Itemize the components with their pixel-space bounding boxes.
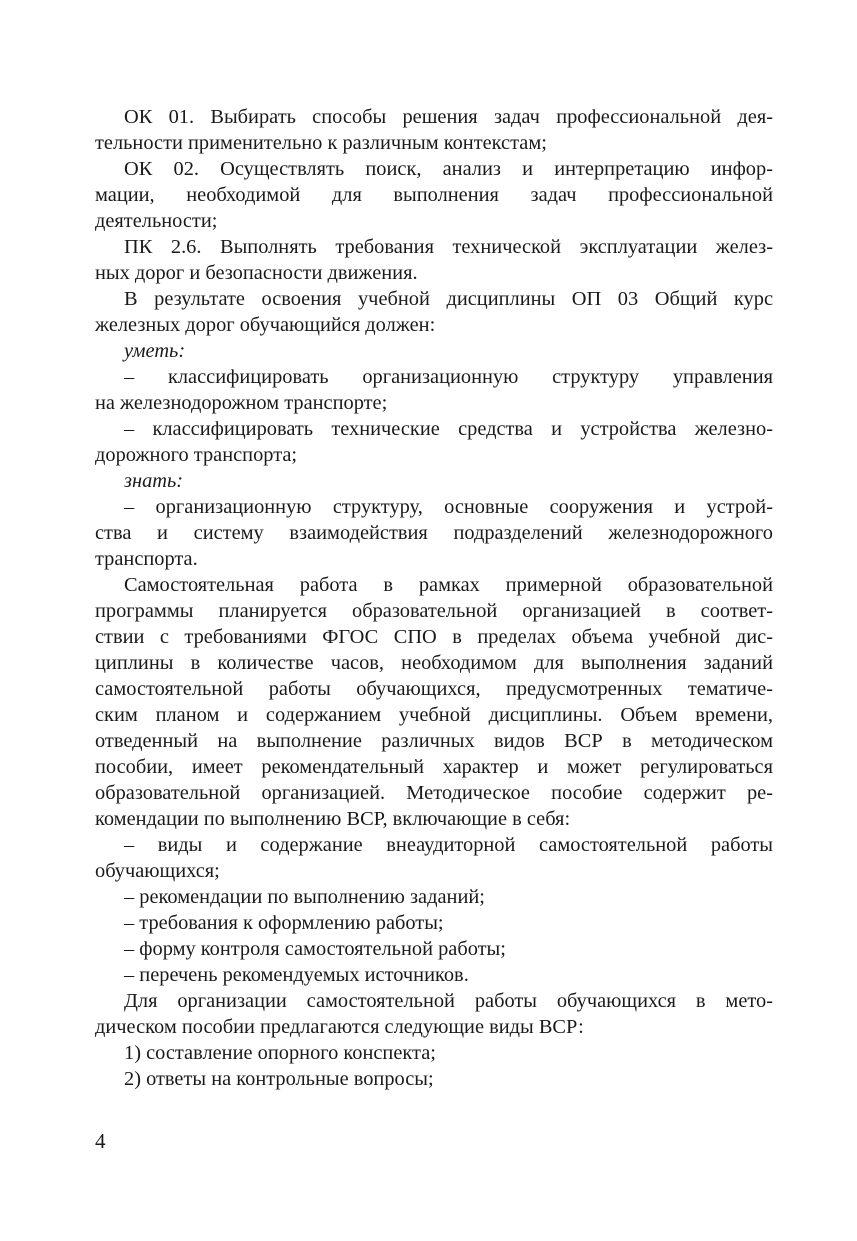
text-line: отведенный на выполнение различных видов ВСР в методическом	[95, 730, 773, 752]
text-line: Самостоятельная работа в рамках примерной образовательной	[124, 574, 773, 596]
paragraph	[95, 286, 773, 338]
paragraph	[95, 104, 773, 156]
text-line: дорожного транспорта;	[95, 444, 298, 466]
text-line: самостоятельной работы обучающихся, предусмотренных тематиче-	[95, 678, 773, 700]
text-line: – виды и содержание внеаудиторной самостоятельной работы	[124, 834, 773, 856]
paragraph	[95, 936, 773, 962]
text-line: ским планом и содержанием учебной дисциплины. Объем времени,	[95, 704, 773, 726]
text-line: обучающихся;	[95, 860, 220, 882]
paragraph	[95, 156, 773, 234]
text-line: транспорта.	[95, 548, 198, 570]
text-line: знать:	[124, 470, 184, 492]
text-line: ПК 2.6. Выполнять требования технической эксплуатации желез-	[124, 236, 773, 258]
text-line: 2) ответы на контрольные вопросы;	[124, 1068, 434, 1090]
paragraph	[95, 910, 773, 936]
text-line: В результате освоения учебной дисциплины ОП 03 Общий курс	[124, 288, 773, 310]
text-line: уметь:	[124, 340, 186, 362]
text-line: комендации по выполнению ВСР, включающие в себя:	[95, 808, 571, 830]
text-line: – перечень рекомендуемых источников.	[124, 964, 469, 986]
text-line: ствии с требованиями ФГОС СПО в пределах объема учебной дис-	[95, 626, 773, 648]
text-line: ства и систему взаимодействия подразделений железнодорожного	[95, 522, 773, 544]
paragraph	[95, 234, 773, 286]
text-line: железных дорог обучающийся должен:	[95, 314, 436, 336]
text-line: – рекомендации по выполнению заданий;	[124, 886, 485, 908]
paragraph	[95, 468, 773, 494]
text-line: – форму контроля самостоятельной работы;	[124, 938, 506, 960]
paragraph	[95, 1066, 773, 1092]
paragraph	[95, 338, 773, 364]
text-line: на железнодорожном транспорте;	[95, 392, 388, 414]
body-text	[95, 104, 773, 1092]
text-line: деятельности;	[95, 210, 218, 232]
text-line: мации, необходимой для выполнения задач профессиональной	[95, 184, 773, 206]
text-line: ОК 01. Выбирать способы решения задач профессиональной дея-	[124, 106, 773, 128]
text-line: 1) составление опорного конспекта;	[124, 1042, 436, 1064]
paragraph	[95, 364, 773, 416]
paragraph	[95, 832, 773, 884]
text-line: – классифицировать технические средства и устройства железно-	[124, 418, 773, 440]
text-line: – организационную структуру, основные сооружения и устрой-	[124, 496, 773, 518]
paragraph	[95, 988, 773, 1040]
text-line: ОК 02. Осуществлять поиск, анализ и интерпретацию инфор-	[124, 158, 773, 180]
text-line: – классифицировать организационную структуру управления	[124, 366, 773, 388]
page-number: 4	[95, 1129, 106, 1153]
text-line: дическом пособии предлагаются следующие виды ВСР:	[95, 1016, 584, 1038]
paragraph	[95, 494, 773, 572]
text-line: Для организации самостоятельной работы обучающихся в мето-	[124, 990, 773, 1012]
text-line: образовательной организацией. Методическое пособие содержит ре-	[95, 782, 773, 804]
paragraph	[95, 962, 773, 988]
paragraph	[95, 572, 773, 832]
paragraph	[95, 1040, 773, 1066]
text-line: программы планируется образовательной организацией в соответ-	[95, 600, 773, 622]
text-line: тельности применительно к различным контекстам;	[95, 132, 547, 154]
text-line: пособии, имеет рекомендательный характер и может регулироваться	[95, 756, 773, 778]
text-line: циплины в количестве часов, необходимом для выполнения заданий	[95, 652, 773, 674]
text-line: ных дорог и безопасности движения.	[95, 262, 418, 284]
paragraph	[95, 884, 773, 910]
paragraph	[95, 416, 773, 468]
text-line: – требования к оформлению работы;	[124, 912, 444, 934]
